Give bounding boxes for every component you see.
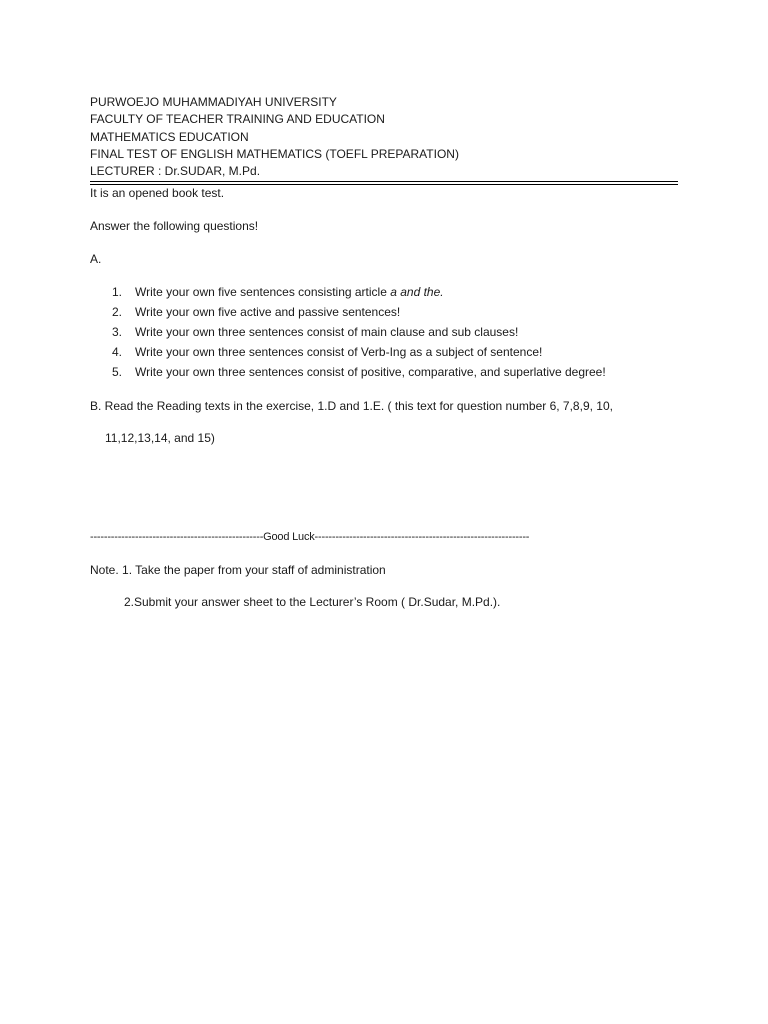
university-name: PURWOEJO MUHAMMADIYAH UNIVERSITY — [90, 95, 337, 109]
list-text: Write your own three sentences consist of Verb-Ing as a subject of sentence! — [135, 345, 543, 359]
list-item — [112, 325, 518, 339]
list-item — [112, 285, 444, 299]
section-a-label: A. — [90, 252, 102, 266]
list-text: Write your own three sentences consist of positive, comparative, and superlative degree! — [135, 365, 606, 379]
list-number: 1. — [112, 285, 123, 299]
header-rule-top — [90, 181, 678, 182]
list-text: Write your own five sentences consisting article — [135, 285, 391, 299]
faculty-name: FACULTY OF TEACHER TRAINING AND EDUCATION — [90, 112, 385, 126]
instruction-text: Answer the following questions! — [90, 219, 259, 233]
list-number: 3. — [112, 325, 123, 339]
list-number: 4. — [112, 345, 123, 359]
list-text: Write your own five active and passive sentences! — [135, 305, 401, 319]
list-text-italic: a and the. — [390, 285, 444, 299]
list-item — [112, 365, 606, 379]
list-item — [112, 305, 400, 319]
section-b-continuation: 11,12,13,14, and 15) — [105, 431, 215, 445]
test-title: FINAL TEST OF ENGLISH MATHEMATICS (TOEFL PREPARATION) — [90, 147, 459, 161]
header-rule-bottom — [90, 184, 678, 185]
note-line-1: Note. 1. Take the paper from your staff of administration — [90, 563, 386, 577]
intro-text: It is an opened book test. — [90, 186, 225, 200]
list-number: 2. — [112, 305, 123, 319]
good-luck-line: --------------------------------------------------Good Luck-------------------------------------------------------------- — [90, 531, 530, 543]
section-b-text: B. Read the Reading texts in the exercise, 1.D and 1.E. ( this text for question number 6, 7,8,9, 10, — [90, 399, 613, 413]
department-name: MATHEMATICS EDUCATION — [90, 130, 249, 144]
list-item — [112, 345, 542, 359]
list-number: 5. — [112, 365, 123, 379]
note-line-2: 2.Submit your answer sheet to the Lecturer’s Room ( Dr.Sudar, M.Pd.). — [124, 595, 501, 609]
lecturer-line: LECTURER : Dr.SUDAR, M.Pd. — [90, 164, 261, 178]
list-text: Write your own three sentences consist of main clause and sub clauses! — [135, 325, 519, 339]
